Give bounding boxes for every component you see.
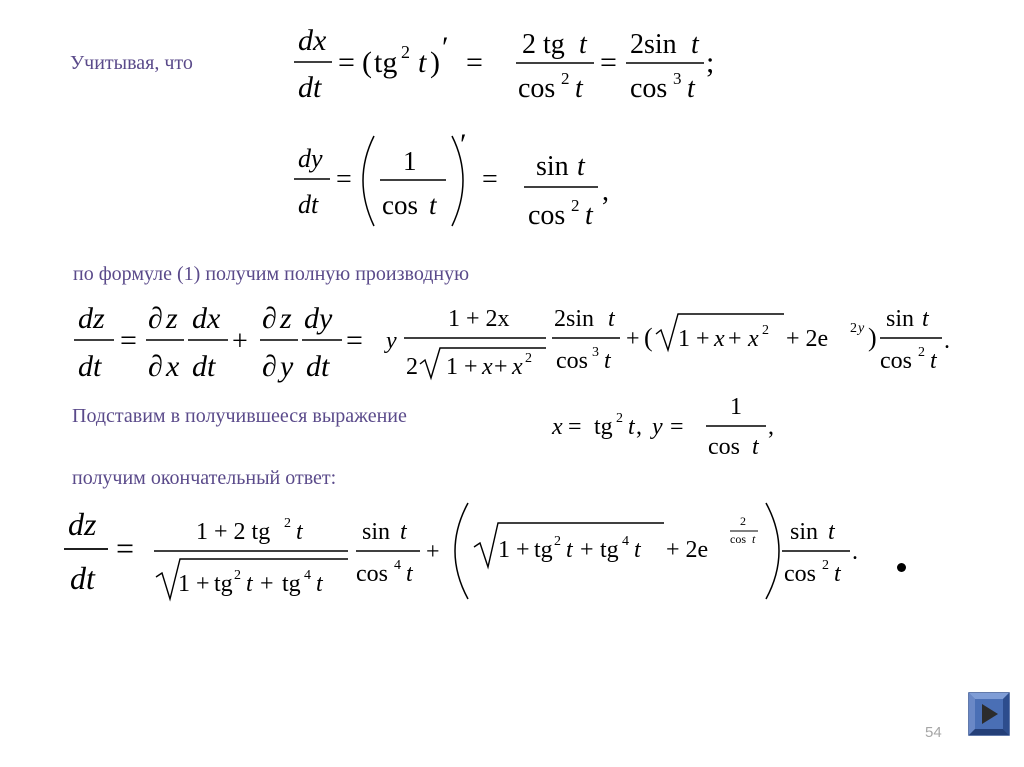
comma: , xyxy=(602,176,609,207)
numerator-2tg: 2 tg xyxy=(522,29,565,60)
variable-x: x xyxy=(748,326,759,352)
equation-substitution xyxy=(548,388,788,464)
variable-t: t xyxy=(691,29,699,60)
variable-t: t xyxy=(752,434,759,460)
end-bullet xyxy=(897,563,906,572)
denominator-dt: dt xyxy=(78,350,102,383)
paren-right: ) xyxy=(868,323,877,352)
variable-t: t xyxy=(608,306,615,332)
sin-function: sin xyxy=(362,519,391,545)
equals-sign: = xyxy=(346,324,363,357)
cos-function: cos xyxy=(356,561,388,587)
numerator-2sin: 2sin xyxy=(630,29,677,60)
variable-y: y xyxy=(280,350,294,383)
next-slide-button[interactable] xyxy=(968,692,1010,736)
tg-function: tg xyxy=(594,414,613,440)
plus-sign: + xyxy=(426,539,440,565)
equals-sign: = xyxy=(670,414,684,440)
cos-function: cos xyxy=(880,348,912,374)
cos-function: cos xyxy=(556,348,588,374)
period: . xyxy=(944,328,950,354)
sqrt-term-one: 1 + xyxy=(446,354,478,380)
variable-y: y xyxy=(652,414,663,440)
term-2e: + 2e xyxy=(666,537,709,563)
paren-left: ( xyxy=(362,46,372,79)
variable-t: t xyxy=(579,29,587,60)
equals-sign: = xyxy=(482,164,498,195)
tg-function: tg xyxy=(282,571,301,597)
partial-symbol: ∂ xyxy=(148,350,163,383)
sqrt-term-one: 1 + xyxy=(678,326,710,352)
numerator-dy: dy xyxy=(298,144,323,173)
variable-t: t xyxy=(566,537,573,563)
sqrt-term-one: 1 + xyxy=(498,537,530,563)
cos-function: cos xyxy=(784,561,816,587)
exponent-4: 4 xyxy=(622,534,629,549)
cos-function: cos xyxy=(630,73,668,104)
exponent-2: 2 xyxy=(561,69,570,88)
numerator-dz: dz xyxy=(68,506,97,542)
equals-sign: = xyxy=(466,46,483,79)
cos-function: cos xyxy=(528,200,566,231)
variable-y: y xyxy=(386,328,397,354)
equals-sign: = xyxy=(600,46,617,79)
tg-function: tg xyxy=(600,537,619,563)
paren-right: ) xyxy=(430,46,440,79)
caption-uchityvaya: Учитывая, что xyxy=(70,52,193,74)
variable-t: t xyxy=(930,348,937,374)
variable-t: t xyxy=(575,73,583,104)
variable-t: t xyxy=(752,532,756,546)
equation-final-answer xyxy=(60,495,880,607)
exponent-4: 4 xyxy=(304,568,311,583)
plus-sign: + xyxy=(232,326,248,357)
partial-symbol: ∂ xyxy=(262,302,277,335)
cos-function: cos xyxy=(708,434,740,460)
equation-total-derivative xyxy=(70,292,965,392)
variable-t: t xyxy=(316,571,323,597)
big-paren-left xyxy=(455,503,468,599)
exponent-y: y xyxy=(858,321,865,336)
variable-z: z xyxy=(280,302,292,335)
semicolon: ; xyxy=(706,46,715,79)
plus-sign: + xyxy=(728,326,742,352)
variable-t: t xyxy=(296,519,303,545)
exponent-2: 2 xyxy=(234,568,241,583)
equation-dx-dt xyxy=(290,15,730,110)
equals-sign: = xyxy=(338,46,355,79)
tg-function: tg xyxy=(534,537,553,563)
exponent-2: 2 xyxy=(401,42,410,62)
equals-sign: = xyxy=(336,164,352,195)
variable-z: z xyxy=(166,302,178,335)
exponent-2: 2 xyxy=(525,351,532,366)
partial-symbol: ∂ xyxy=(262,350,277,383)
equals-sign: = xyxy=(568,414,582,440)
variable-t: t xyxy=(604,348,611,374)
numerator-dy: dy xyxy=(304,302,333,335)
play-right-icon xyxy=(968,692,1010,736)
variable-t: t xyxy=(687,73,695,104)
variable-t: t xyxy=(246,571,253,597)
equals-sign: = xyxy=(120,324,137,357)
exponent-2: 2 xyxy=(284,516,291,531)
exponent-2: 2 xyxy=(762,323,769,338)
tg-function: tg xyxy=(214,571,233,597)
big-paren-right xyxy=(766,503,779,599)
numerator-1-plus-2x: 1 + 2x xyxy=(448,306,510,332)
plus-sign: + xyxy=(494,354,508,380)
variable-t: t xyxy=(634,537,641,563)
denominator-dt: dt xyxy=(298,190,319,219)
exponent-numerator-2: 2 xyxy=(740,514,746,528)
variable-t: t xyxy=(834,561,841,587)
variable-t: t xyxy=(828,519,835,545)
period: . xyxy=(852,539,858,565)
paren-left: ( xyxy=(644,323,653,352)
caption-podstavim: Подставим в получившееся выражение xyxy=(72,405,407,427)
comma: , xyxy=(636,414,642,440)
plus-sign: + xyxy=(626,326,640,352)
variable-t: t xyxy=(577,151,585,182)
cos-function: cos xyxy=(518,73,556,104)
denominator-dt: dt xyxy=(306,350,330,383)
sqrt-term-one: 1 + xyxy=(178,571,210,597)
exponent-3: 3 xyxy=(673,69,682,88)
exponent-2: 2 xyxy=(571,196,580,215)
equation-dy-dt xyxy=(290,130,630,235)
exponent-2: 2 xyxy=(822,558,829,573)
denominator-dt: dt xyxy=(298,71,322,104)
plus-sign: + xyxy=(260,571,274,597)
variable-t: t xyxy=(585,200,593,231)
exponent-2: 2 xyxy=(616,411,623,426)
variable-x: x xyxy=(482,354,493,380)
sin-function: sin xyxy=(790,519,819,545)
exponent-2: 2 xyxy=(554,534,561,549)
numerator-1: 1 xyxy=(730,394,742,420)
exponent-4: 4 xyxy=(394,558,401,573)
coefficient-2: 2 xyxy=(406,354,418,380)
prime: ′ xyxy=(460,130,467,161)
numerator-2sin: 2sin xyxy=(554,306,595,332)
exponent-2: 2 xyxy=(918,345,925,360)
variable-t: t xyxy=(418,46,427,79)
caption-poluchim: получим окончательный ответ: xyxy=(72,467,337,489)
variable-t: t xyxy=(429,190,437,220)
tg-function: tg xyxy=(374,46,398,79)
partial-symbol: ∂ xyxy=(148,302,163,335)
numerator-1-plus-2tg: 1 + 2 tg xyxy=(196,519,271,545)
sin-function: sin xyxy=(536,151,569,182)
cos-function: cos xyxy=(382,190,418,220)
variable-t: t xyxy=(628,414,635,440)
sin-function: sin xyxy=(886,306,915,332)
exponent-2: 2 xyxy=(850,321,857,336)
exponent-3: 3 xyxy=(592,345,599,360)
denominator-dt: dt xyxy=(70,560,95,596)
numerator-dz: dz xyxy=(78,302,105,335)
denominator-dt: dt xyxy=(192,350,216,383)
page-number: 54 xyxy=(925,724,942,741)
numerator-dx: dx xyxy=(298,24,327,57)
variable-x: x xyxy=(166,350,180,383)
variable-x: x xyxy=(512,354,523,380)
cos-function: cos xyxy=(730,532,746,546)
numerator-dx: dx xyxy=(192,302,221,335)
variable-t: t xyxy=(406,561,413,587)
term-2e: + 2e xyxy=(786,326,829,352)
caption-po-formule: по формуле (1) получим полную производную xyxy=(73,263,470,285)
numerator-1: 1 xyxy=(403,146,417,176)
variable-x: x xyxy=(714,326,725,352)
variable-t: t xyxy=(400,519,407,545)
prime: ′ xyxy=(442,31,449,64)
equals-sign: = xyxy=(116,530,135,566)
plus-sign: + xyxy=(580,537,594,563)
variable-x: x xyxy=(552,414,563,440)
comma: , xyxy=(768,414,774,440)
variable-t: t xyxy=(922,306,929,332)
big-paren-left xyxy=(363,136,374,226)
